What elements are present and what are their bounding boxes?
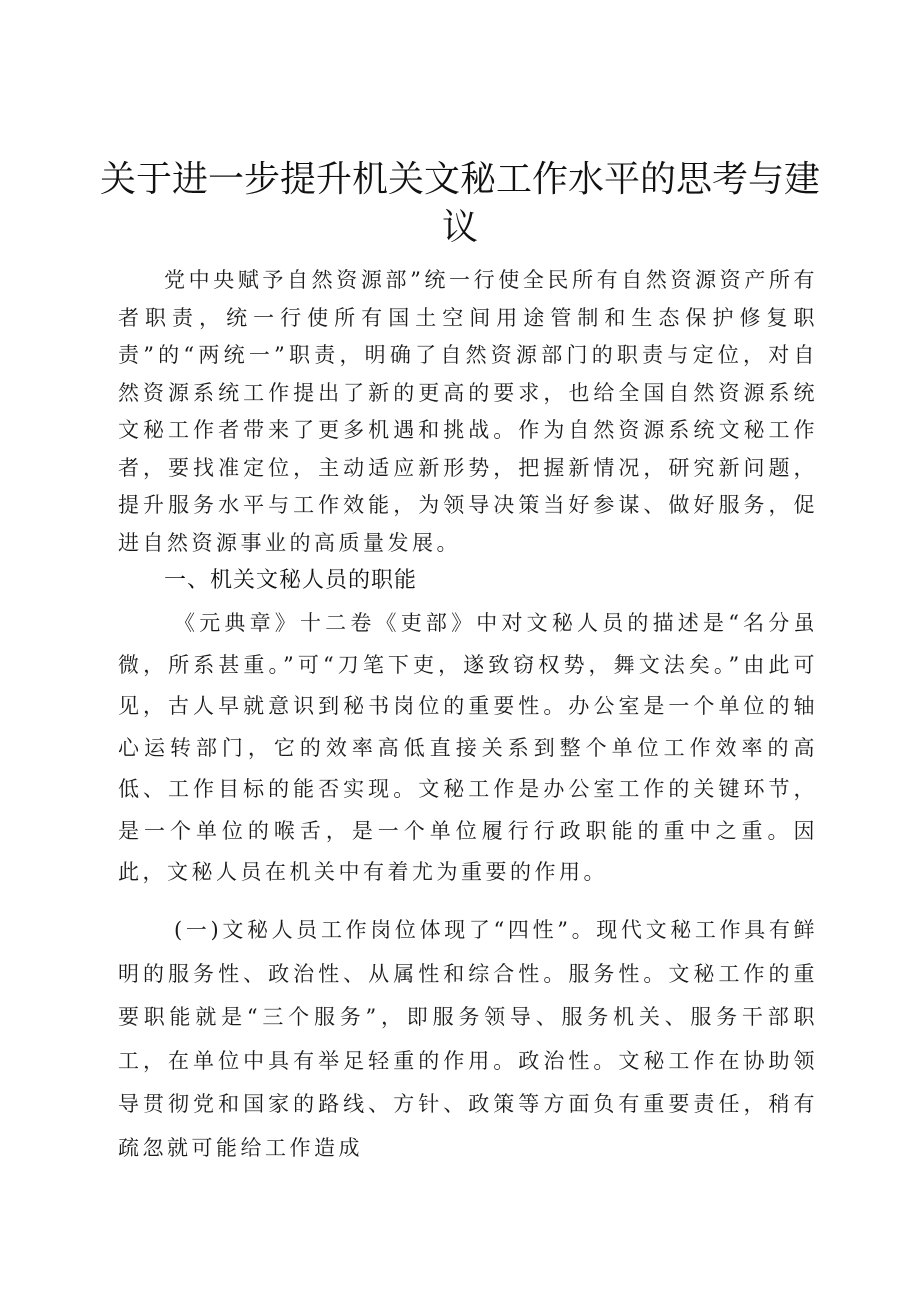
- intro-paragraph: 党中央赋予自然资源部”统一行使全民所有自然资源资产所有者职责，统一行使所有国土空间用途管制和生态保护修复职责”的“两统一”职责，明确了自然资源部门的职责与定位，对自然资源系统工作提出了新的更高的要求，也给全国自然资源系统文秘工作者带来了更多机遇和挑战。作为自然资源系统文秘工作者，要找准定位，主动适应新形势，把握新情况，研究新问题，提升服务水平与工作效能，为领导决策当好参谋、做好服务，促进自然资源事业的高质量发展。: [118, 268, 818, 555]
- section-heading: 一、机关文秘人员的职能: [164, 568, 418, 593]
- subsection-paragraph: (一)文秘人员工作岗位体现了“四性”。现代文秘工作具有鲜明的服务性、政治性、从属性和综合性。服务性。文秘工作的重要职能就是“三个服务”，即服务领导、服务机关、服务干部职工，在单位中具有举足轻重的作用。政治性。文秘工作在协助领导贯彻党和国家的路线、方针、政策等方面负有重要责任，稍有疏忽就可能给工作造成: [118, 918, 818, 1160]
- document-title: 关于进一步提升机关文秘工作水平的思考与建议: [100, 159, 821, 248]
- section-paragraph: 《元典章》十二卷《吏部》中对文秘人员的描述是“名分虽微，所系甚重。”可“刀笔下吏，遂致窃权势，舞文法矣。”由此可见，古人早就意识到秘书岗位的重要性。办公室是一个单位的轴心运转部门，它的效率高低直接关系到整个单位工作效率的高低、工作目标的能否实现。文秘工作是办公室工作的关键环节，是一个单位的喉舌，是一个单位履行行政职能的重中之重。因此，文秘人员在机关中有着尤为重要的作用。: [118, 611, 818, 884]
